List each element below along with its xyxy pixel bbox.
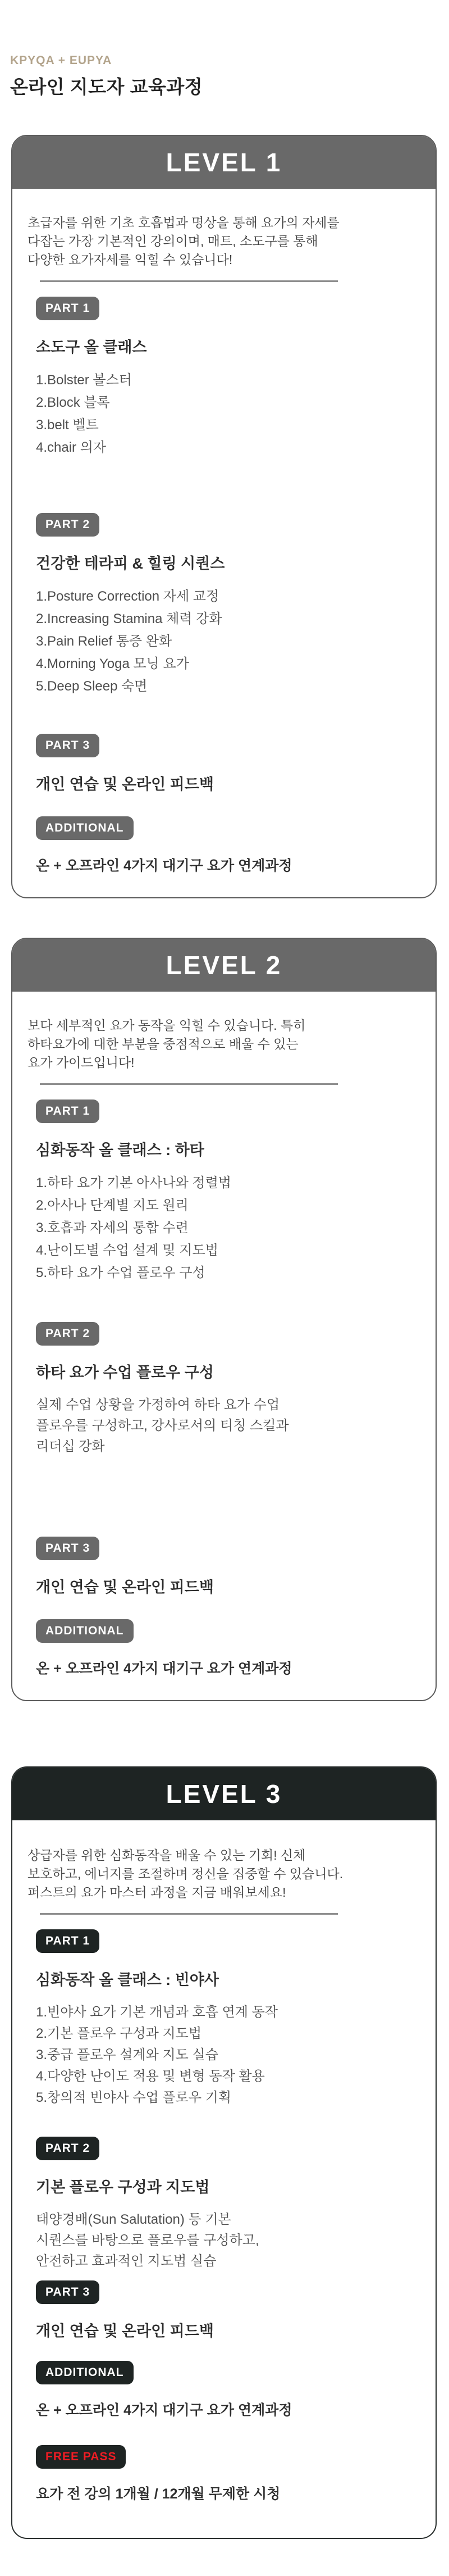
desc-line: 시퀀스를 바탕으로 플로우를 구성하고, <box>36 2233 259 2248</box>
part-2-description <box>36 1394 413 1457</box>
part-3-title: 개인 연습 및 온라인 피드백 <box>36 776 214 793</box>
part-2-description <box>36 2209 413 2271</box>
level-2-card <box>11 938 437 1701</box>
intro-line: 다양한 요가자세를 익힐 수 있습니다! <box>28 252 233 267</box>
level-1-body <box>12 189 436 897</box>
intro-line: 다잡는 가장 기본적인 강의이며, 매트, 소도구를 통해 <box>28 234 318 248</box>
list-item: 4.Morning Yoga 모닝 요가 <box>36 656 189 671</box>
list-item: 4.다양한 난이도 적용 및 변형 동작 활용 <box>36 2069 265 2084</box>
additional-text: 온 + 오프라인 4가지 대기구 요가 연계과정 <box>36 1661 292 1677</box>
additional-badge: ADDITIONAL <box>36 2361 134 2384</box>
list-item: 2.기본 플로우 구성과 지도법 <box>36 2026 202 2041</box>
additional-badge: ADDITIONAL <box>36 1619 134 1643</box>
part-3-badge: PART 3 <box>36 2280 99 2304</box>
list-item: 3.호흡과 자세의 통합 수련 <box>36 1220 189 1235</box>
free-pass-badge: FREE PASS <box>36 2445 126 2469</box>
intro-line: 보다 세부적인 요가 동작을 익힐 수 있습니다. 특히 <box>28 1018 306 1033</box>
section-divider <box>40 280 338 282</box>
free-pass-text: 요가 전 강의 1개월 / 12개월 무제한 시청 <box>36 2486 281 2502</box>
level-2-header: LEVEL 2 <box>12 939 436 992</box>
desc-line: 플로우를 구성하고, 강사로서의 티칭 스킬과 <box>36 1418 289 1433</box>
intro-line: 퍼스트의 요가 마스터 과정을 지금 배워보세요! <box>28 1885 286 1900</box>
intro-line: 요가 가이드입니다! <box>28 1055 135 1070</box>
desc-line: 리더십 강화 <box>36 1439 105 1454</box>
part-1-badge: PART 1 <box>36 1929 99 1953</box>
level-3-card <box>11 1766 437 2539</box>
level-1-intro <box>28 213 413 269</box>
additional-text: 온 + 오프라인 4가지 대기구 요가 연계과정 <box>36 2402 292 2418</box>
part-1-title: 심화동작 올 클래스 : 하타 <box>36 1142 204 1158</box>
desc-line: 태양경배(Sun Salutation) 등 기본 <box>36 2212 231 2227</box>
page-title: 온라인 지도자 교육과정 <box>10 76 203 97</box>
level-2-body <box>12 992 436 1700</box>
level-3-intro <box>28 1846 413 1902</box>
page-header <box>0 0 449 99</box>
section-divider <box>40 1083 338 1085</box>
list-item: 1.빈야사 요가 기본 개념과 호흡 연계 동작 <box>36 2005 278 2020</box>
level-1-card <box>11 135 437 898</box>
list-item: 2.아사나 단계별 지도 원리 <box>36 1198 189 1213</box>
list-item: 2.Increasing Stamina 체력 강화 <box>36 611 222 626</box>
part-1-item-list <box>36 369 413 459</box>
list-item: 4.난이도별 수업 설계 및 지도법 <box>36 1243 218 1258</box>
part-3-title: 개인 연습 및 온라인 피드백 <box>36 2323 214 2339</box>
part-2-title: 기본 플로우 구성과 지도법 <box>36 2179 210 2196</box>
list-item: 5.Deep Sleep 숙면 <box>36 679 148 694</box>
part-1-title: 심화동작 올 클래스 : 빈야사 <box>36 1971 219 1988</box>
intro-line: 하타요가에 대한 부분을 중점적으로 배울 수 있는 <box>28 1037 299 1051</box>
part-3-badge: PART 3 <box>36 734 99 757</box>
part-1-item-list <box>36 1172 413 1284</box>
list-item: 1.하타 요가 기본 아사나와 정렬법 <box>36 1175 232 1191</box>
desc-line: 실제 수업 상황을 가정하여 하타 요가 수업 <box>36 1397 280 1412</box>
part-3-title: 개인 연습 및 온라인 피드백 <box>36 1579 214 1596</box>
intro-line: 보호하고, 에너지를 조절하며 정신을 집중할 수 있습니다. <box>28 1866 343 1881</box>
list-item: 4.chair 의자 <box>36 440 107 455</box>
list-item: 1.Posture Correction 자세 교정 <box>36 589 219 604</box>
level-1-header: LEVEL 1 <box>12 136 436 189</box>
level-3-body <box>12 1820 436 2538</box>
list-item: 5.창의적 빈야사 수업 플로우 기획 <box>36 2090 232 2105</box>
part-1-badge: PART 1 <box>36 1100 99 1123</box>
level-3-header: LEVEL 3 <box>12 1768 436 1820</box>
part-1-item-list <box>36 2002 413 2109</box>
part-2-title: 건강한 테라피 & 힐링 시퀀스 <box>36 555 225 572</box>
intro-line: 초급자를 위한 기초 호흡법과 명상을 통해 요가의 자세를 <box>28 215 340 230</box>
list-item: 3.Pain Relief 통증 완화 <box>36 634 172 649</box>
part-1-badge: PART 1 <box>36 297 99 320</box>
additional-badge: ADDITIONAL <box>36 816 134 840</box>
additional-text: 온 + 오프라인 4가지 대기구 요가 연계과정 <box>36 858 292 874</box>
desc-line: 안전하고 효과적인 지도법 실습 <box>36 2254 217 2269</box>
list-item: 3.belt 벨트 <box>36 417 99 433</box>
part-2-badge: PART 2 <box>36 513 99 537</box>
list-item: 1.Bolster 볼스터 <box>36 372 132 388</box>
part-2-title: 하타 요가 수업 플로우 구성 <box>36 1364 214 1381</box>
part-1-title: 소도구 올 클래스 <box>36 339 147 356</box>
list-item: 3.중급 플로우 설계와 지도 실습 <box>36 2047 218 2062</box>
list-item: 5.하타 요가 수업 플로우 구성 <box>36 1265 205 1280</box>
part-2-badge: PART 2 <box>36 2137 99 2160</box>
level-2-intro <box>28 1016 413 1072</box>
brand-eyebrow: KPYQA + EUPYA <box>10 54 112 67</box>
section-divider <box>40 1913 338 1915</box>
part-2-badge: PART 2 <box>36 1322 99 1346</box>
intro-line: 상급자를 위한 심화동작을 배울 수 있는 기회! 신체 <box>28 1848 306 1862</box>
list-item: 2.Block 블록 <box>36 395 110 410</box>
part-3-badge: PART 3 <box>36 1537 99 1560</box>
part-2-item-list <box>36 585 413 698</box>
